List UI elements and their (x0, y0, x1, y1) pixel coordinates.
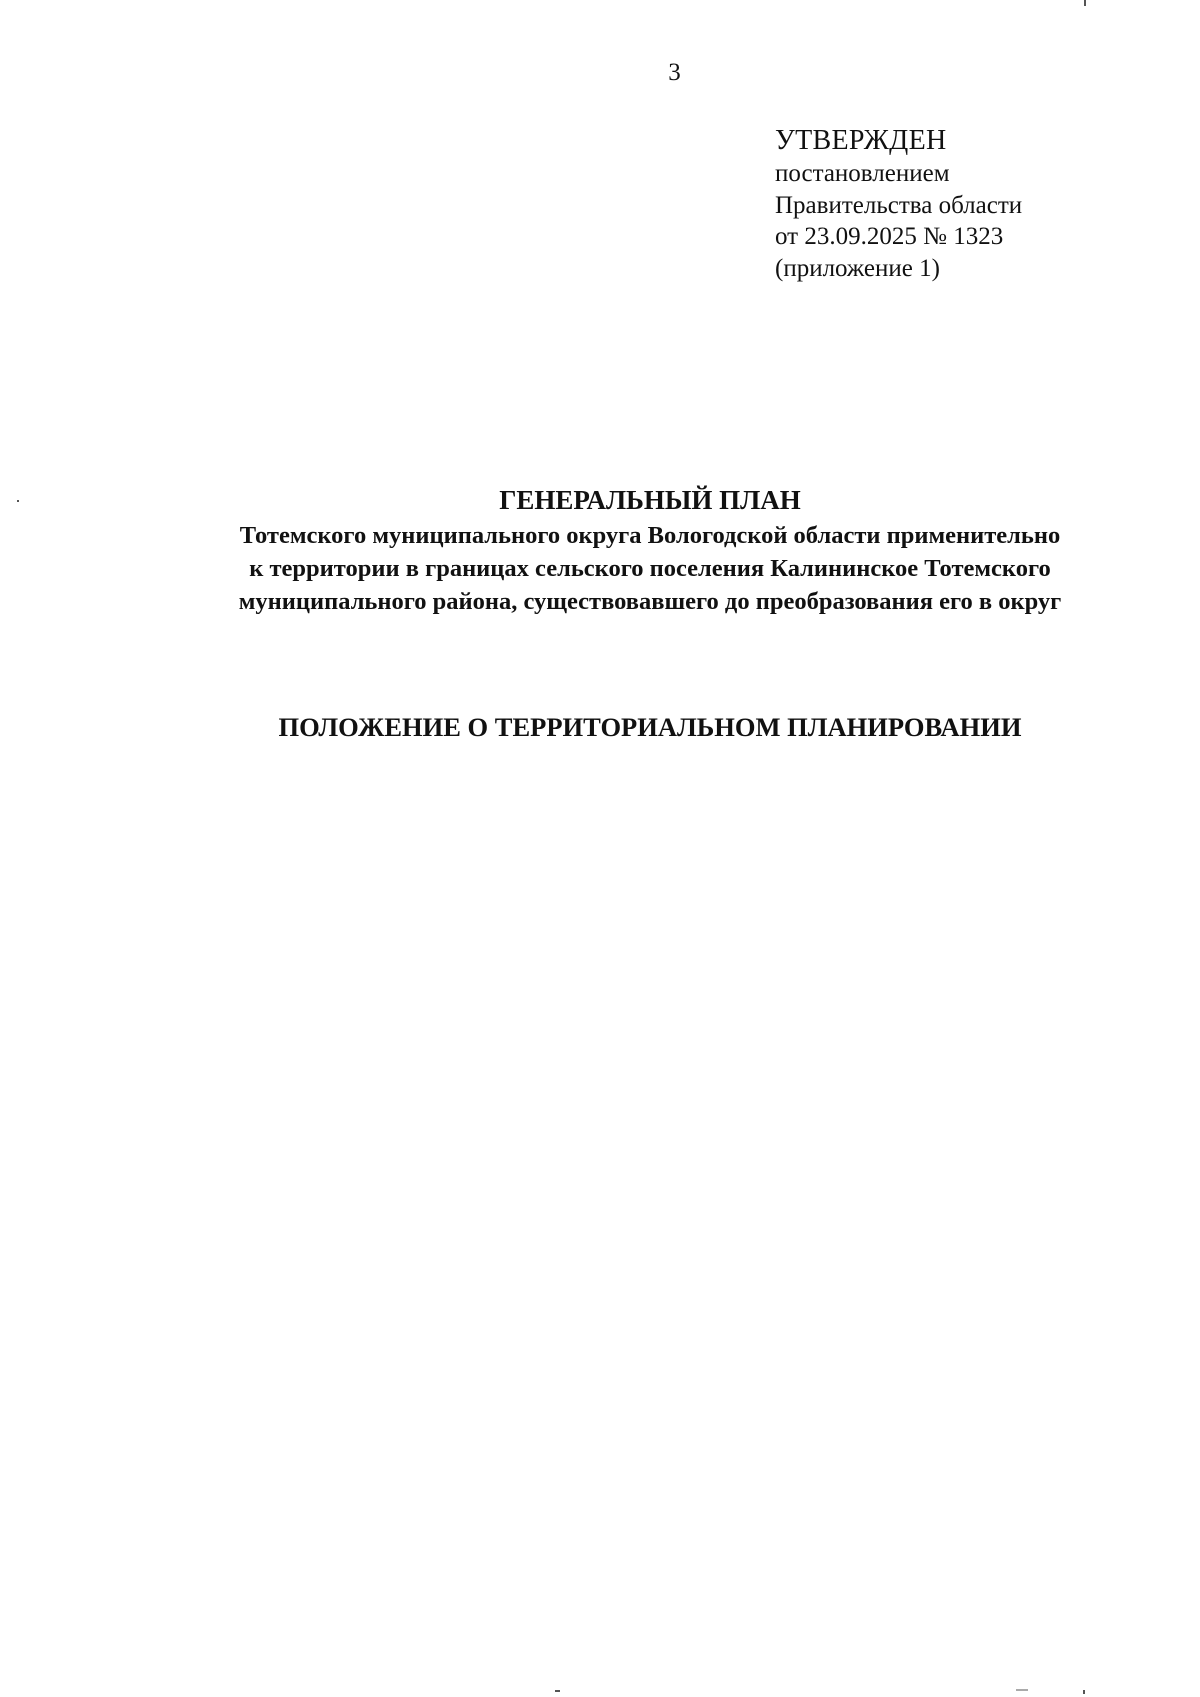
scan-speck (1016, 1689, 1028, 1691)
scan-speck (1083, 1690, 1085, 1694)
document-subtitle (150, 519, 1150, 618)
approval-title: УТВЕРЖДЕН (775, 125, 947, 156)
document-title: ГЕНЕРАЛЬНЫЙ ПЛАН (499, 485, 801, 515)
approval-line-date-number: от 23.09.2025 № 1323 (775, 223, 1004, 250)
scan-speck (17, 500, 19, 502)
approval-stamp-block (775, 124, 1155, 284)
section-title: ПОЛОЖЕНИЕ О ТЕРРИТОРИАЛЬНОМ ПЛАНИРОВАНИИ (278, 712, 1022, 742)
page-number: 3 (668, 59, 681, 86)
approval-line-authority: Правительства области (775, 191, 1023, 219)
document-subtitle-line: к территории в границах сельского поселения Калининское Тотемского (249, 555, 1051, 582)
approval-line-appendix: (приложение 1) (775, 254, 940, 282)
scan-speck (1084, 0, 1086, 6)
document-subtitle-line: Тотемского муниципального округа Вологодской области применительно (239, 522, 1061, 549)
scan-speck (555, 1690, 560, 1692)
approval-line-decree: постановлением (775, 160, 950, 187)
document-subtitle-line: муниципального района, существовавшего до преобразования его в округ (238, 588, 1062, 615)
